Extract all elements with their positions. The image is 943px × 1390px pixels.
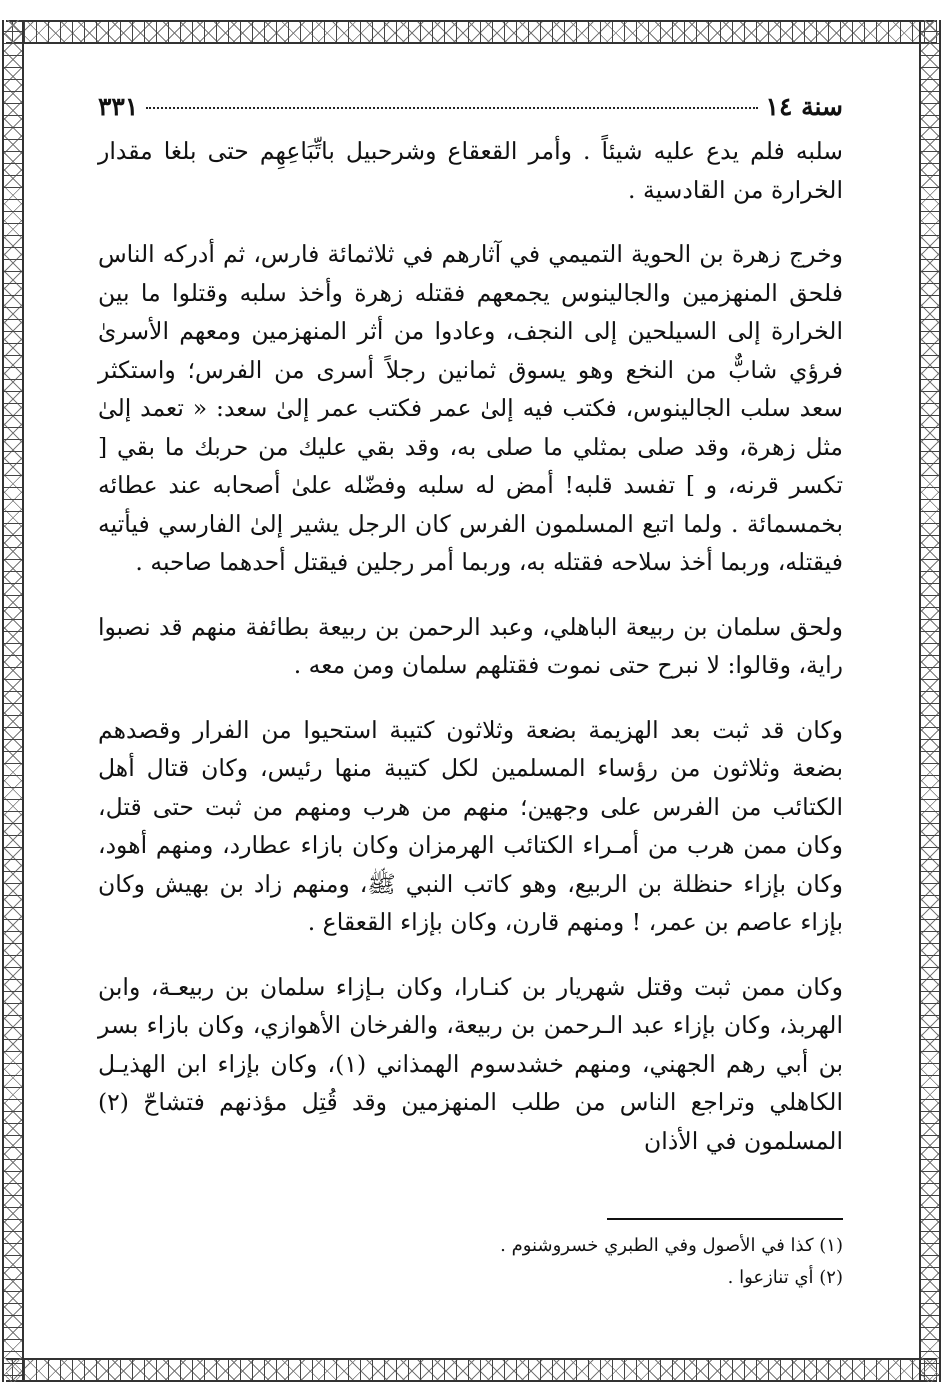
paragraph-1: سلبه فلم يدع عليه شيئاً . وأمر القعقاع وشرحبيل باتِّبَاعِهِم حتى بلغا مقدار الخرارة من القادسية . bbox=[98, 137, 843, 204]
paragraph-5: وكان ممن ثبت وقتل شهريار بن كنـارا، وكان بـإزاء سلمان بن ربيعـة، وابن الهربذ، وكان بإزاء عبد الـرحمن بن ربيعة، والفرخان الأهوازي، وكان بازاء بسر بن أبي رهم الجهني، ومنهم خشدسوم الهمذاني (١)، وكان بإزاء ابن الهذيـل الكاهلي وتراجع الناس من طلب المنهزمين وقد قُتِل مؤذنهم فتشاحّ (٢) المسلمون في الأذان bbox=[98, 972, 843, 1155]
decorative-border-left bbox=[2, 20, 24, 1382]
footnote-1: (١) كذا في الأصول وفي الطبري خسروشنوم . bbox=[500, 1235, 843, 1256]
page-body bbox=[98, 92, 843, 1160]
header-year: سنة ١٤ bbox=[765, 92, 843, 121]
header-dot-leader bbox=[146, 107, 757, 109]
decorative-border-top bbox=[6, 20, 937, 44]
decorative-border-right bbox=[919, 20, 941, 1382]
running-header bbox=[98, 92, 843, 132]
decorative-border-bottom bbox=[6, 1358, 937, 1382]
footnote-2: (٢) أي تنازعوا . bbox=[727, 1267, 843, 1288]
footnote-separator bbox=[607, 1218, 843, 1220]
paragraph-4: وكان قد ثبت بعد الهزيمة بضعة وثلاثون كتيبة استحيوا من الفرار وقصدهم بضعة وثلاثون من رؤساء المسلمين لكل كتيبة منها رئيس، وكان قتال أهل الكتائب من الفرس على وجهين؛ منهم من هرب ومنهم من ثبت حتى قتل، وكان ممن هرب من أمـراء الكتائب الهرمزان وكان بازاء عطارد، ومنهم أهود، وكان بإزاء حنظلة بن الربيع، وهو كاتب النبي ﷺ، ومنهم زاد بن بهيش وكان بإزاء عاصم بن عمر، ! ومنهم قارن، وكان بإزاء القعقاع . bbox=[98, 715, 843, 936]
paragraph-3: ولحق سلمان بن ربيعة الباهلي، وعبد الرحمن بن ربيعة بطائفة منهم قد نصبوا راية، وقالوا: لا نبرح حتى نموت فقتلهم سلمان ومن معه . bbox=[98, 612, 843, 679]
page-number: ٣٣١ bbox=[98, 92, 139, 121]
paragraph-2: وخرج زهرة بن الحوية التميمي في آثارهم في ثلاثمائة فارس، ثم أدركه الناس فلحق المنهزمين والجالينوس يجمعهم فقتله زهرة وأخذ سلبه وقتلوا ما بين الخرارة إلى السيلحين إلى النجف، وعادوا من أثر المنهزمين ومعهم الأسرىٰ فرؤي شابٌّ من النخع وهو يسوق ثمانين رجلاً أسرى من الفرس؛ واستكثر سعد سلب الجالينوس، فكتب فيه إلىٰ عمر فكتب عمر إلىٰ سعد: « تعمد إلىٰ مثل زهرة، وقد صلى بمثلي ما صلى به، وقد بقي عليك من حربك ما بقي [ تكسر قرنه، و ] تفسد قلبه! أمض له سلبه وفضّله علىٰ أصحابه عند عطائه بخمسمائة . ولما اتبع المسلمون الفرس كان الرجل يشير إلىٰ الفارسي فيأتيه فيقتله، وربما أخذ سلاحه فقتله به، وربما أمر رجلين فيقتل أحدهما صاحبه . bbox=[98, 240, 843, 576]
footnotes bbox=[143, 1230, 843, 1294]
